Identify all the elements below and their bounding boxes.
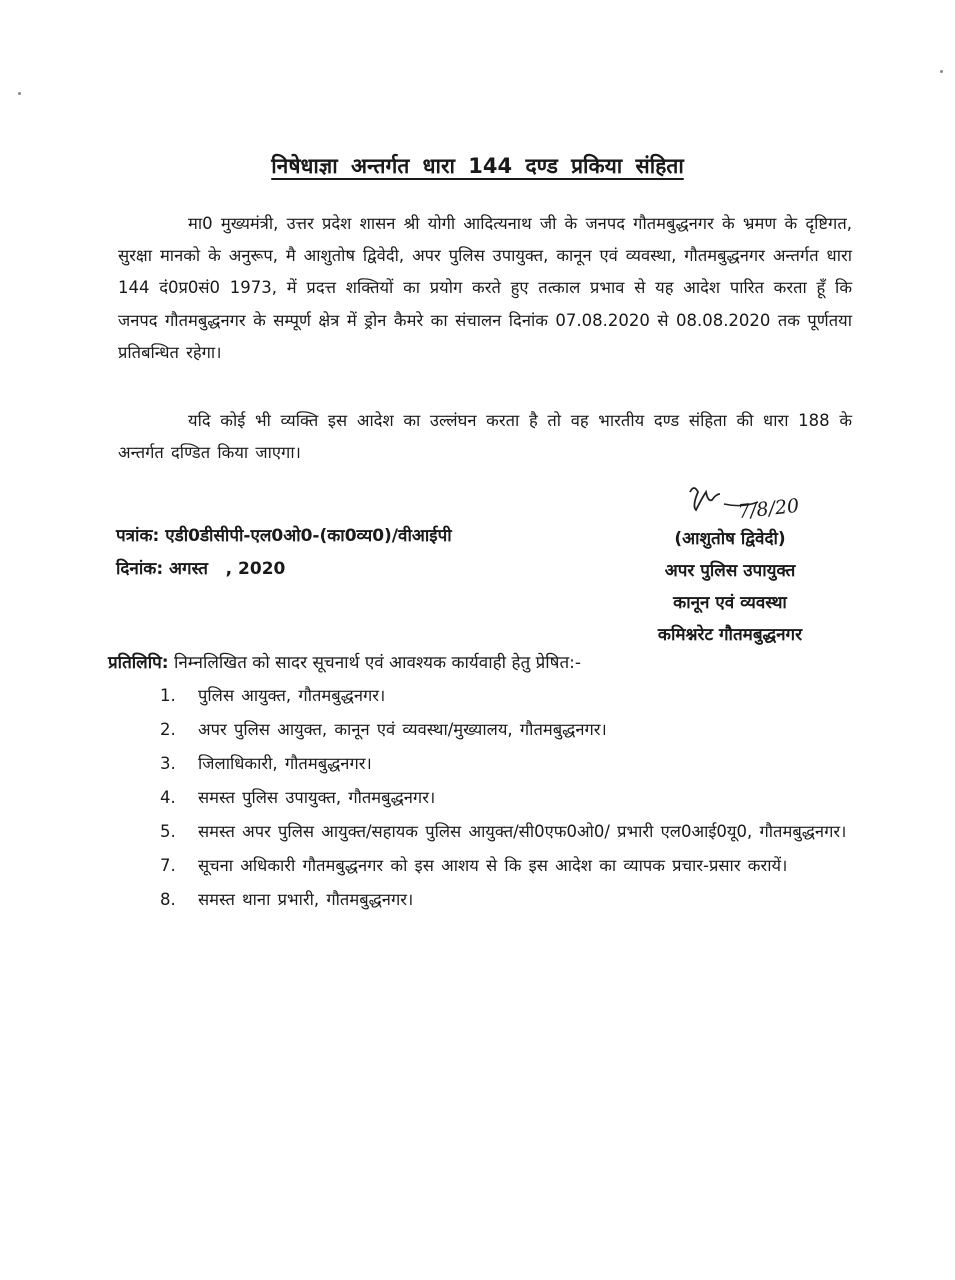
copy-to-item-text: पुलिस आयुक्त, गौतमबुद्धनगर। xyxy=(198,686,386,705)
copy-to-item-number: 1. xyxy=(160,686,176,705)
copy-to-item xyxy=(160,714,854,746)
signatory-office: कमिश्नरेट गौतमबुद्धनगर xyxy=(657,625,803,645)
document-title xyxy=(0,152,955,180)
copy-to-item-text: समस्त अपर पुलिस आयुक्त/सहायक पुलिस आयुक्त/सी0एफ0ओ0/ प्रभारी एल0आई0यू0, गौतमबुद्धनगर। xyxy=(198,822,847,841)
title-text: निषेधाज्ञा अन्तर्गत धारा 144 दण्ड प्रकिया संहिता xyxy=(271,154,684,178)
letter-date: दिनांक: अगस्त , 2020 xyxy=(116,559,286,579)
copy-to-item-text: समस्त थाना प्रभारी, गौतमबुद्धनगर। xyxy=(198,890,414,909)
order-paragraph-2: यदि कोई भी व्यक्ति इस आदेश का उल्लंघन करता है तो वह भारतीय दण्ड संहिता की धारा 188 के अन्तर्गत दण्डित किया जाएगा। xyxy=(118,411,852,463)
copy-to-item-number: 5. xyxy=(160,822,176,841)
letter-number: पत्रांक: एडी0डीसीपी-एल0ओ0-(का0व्य0)/वीआईपी xyxy=(116,526,452,546)
handwritten-date: 7/8/20 xyxy=(737,494,801,524)
scan-speck xyxy=(940,70,943,73)
copy-to-item-number: 8. xyxy=(160,890,176,909)
copy-to-label: प्रतिलिपि: xyxy=(108,653,169,673)
copy-to-item xyxy=(160,680,854,712)
copy-to-item-text: समस्त पुलिस उपायुक्त, गौतमबुद्धनगर। xyxy=(198,788,436,807)
copy-to-item-text: जिलाधिकारी, गौतमबुद्धनगर। xyxy=(198,754,372,773)
copy-to-item-text: सूचना अधिकारी गौतमबुद्धनगर को इस आशय से कि इस आदेश का व्यापक प्रचार-प्रसार करायें। xyxy=(198,856,788,875)
scan-speck xyxy=(18,92,21,95)
copy-to-item xyxy=(160,850,854,882)
signatory-name: (आशुतोष द्विवेदी) xyxy=(674,529,786,549)
signature-block xyxy=(610,523,850,651)
copy-to-item xyxy=(160,884,854,916)
copy-to-list xyxy=(160,680,854,918)
signatory-designation: अपर पुलिस उपायुक्त xyxy=(664,561,796,581)
copy-to-item xyxy=(160,816,854,848)
copy-to-item-number: 7. xyxy=(160,856,176,875)
copy-to-item-number: 4. xyxy=(160,788,176,807)
copy-to-intro: निम्नलिखित को सादर सूचनार्थ एवं आवश्यक कार्यवाही हेतु प्रेषित:- xyxy=(173,653,582,673)
copy-to-item xyxy=(160,782,854,814)
copy-to-item-text: अपर पुलिस आयुक्त, कानून एवं व्यवस्था/मुख्यालय, गौतमबुद्धनगर। xyxy=(198,720,607,739)
signatory-department: कानून एवं व्यवस्था xyxy=(673,593,787,613)
copy-to-item xyxy=(160,748,854,780)
copy-to-heading xyxy=(108,650,581,673)
copy-to-item-number: 3. xyxy=(160,754,176,773)
copy-to-item-number: 2. xyxy=(160,720,176,739)
order-paragraph-1: मा0 मुख्यमंत्री, उत्तर प्रदेश शासन श्री योगी आदित्यनाथ जी के जनपद गौतमबुद्धनगर के भ्रमण के दृष्टिगत, सुरक्षा मानको के अनुरूप, मै आशुतोष द्विवेदी, अपर पुलिस उपायुक्त, कानून एवं व्यवस्था, गौतमबुद्धनगर अन्तर्गत धारा 144 दं0प्र0सं0 1973, में प्रदत्त शक्तियों का प्रयोग करते हुए तत्काल प्रभाव से यह आदेश पारित करता हूँ कि जनपद गौतमबुद्धनगर के सम्पूर्ण क्षेत्र में ड्रोन कैमरे का संचालन दिनांक 07.08.2020 से 08.08.2020 तक पूर्णतया प्रतिबन्धित रहेगा। xyxy=(118,214,852,362)
